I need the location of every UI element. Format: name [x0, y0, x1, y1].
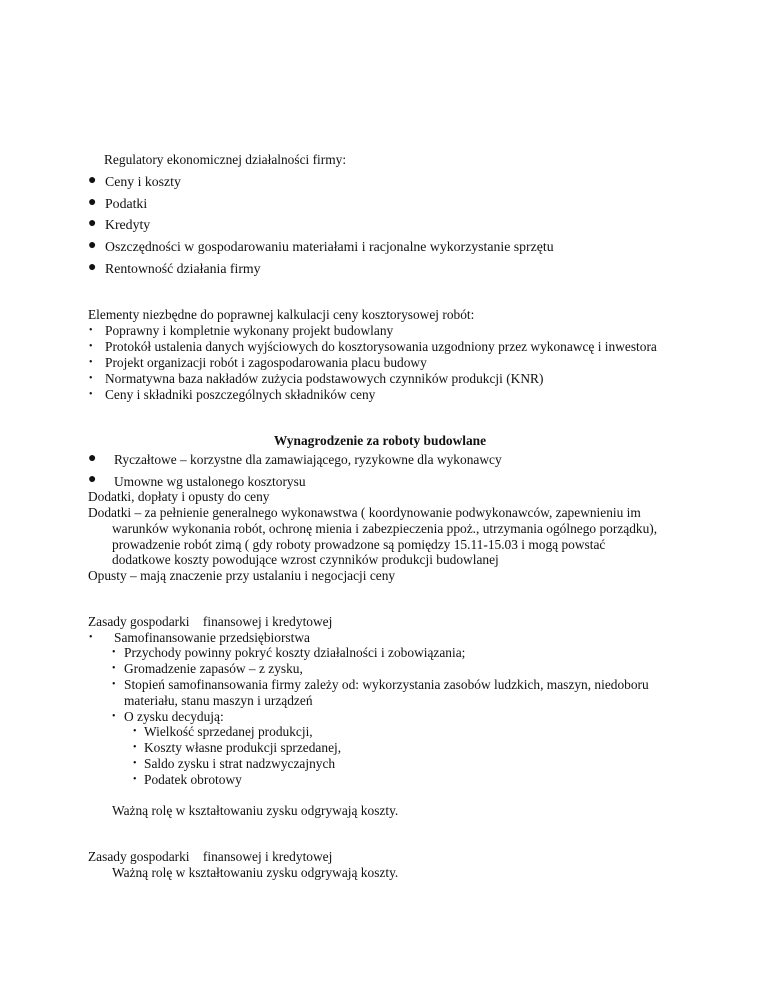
list-item: Gromadzenie zapasów – z zysku,	[124, 661, 303, 676]
list-item: Samofinansowanie przedsiębiorstwa	[114, 630, 310, 645]
bullet-icon: •	[89, 341, 93, 352]
dodatki-para-line: prowadzenie robót zimą ( gdy roboty prowadzone są pomiędzy 15.11-15.03 i mogą powstać	[112, 537, 606, 552]
list-item: Umowne wg ustalonego kosztorysu	[114, 474, 306, 489]
list-item: Normatywna baza nakładów zużycia podstawowych czynników produkcji (KNR)	[105, 371, 544, 386]
section4-note: Ważną rolę w kształtowaniu zysku odgrywają koszty.	[112, 803, 399, 818]
bullet-icon: •	[112, 663, 116, 674]
bullet-icon: •	[89, 373, 93, 384]
dodatki-para-line: warunków wykonania robót, ochronę mienia i zabezpieczenia ppoż., utrzymania ogólnego porządku),	[112, 521, 658, 536]
list-item: Rentowność działania firmy	[105, 261, 261, 276]
bullet-icon: •	[89, 325, 93, 336]
bullet-icon: •	[89, 357, 93, 368]
list-item: Protokół ustalenia danych wyjściowych do kosztorysowania uzgodniony przez wykonawcę i inwestora	[105, 339, 657, 354]
bullet-icon: ●	[88, 173, 97, 188]
bullet-icon: ●	[88, 238, 97, 253]
list-item: Ceny i koszty	[105, 174, 181, 189]
bullet-icon: •	[112, 711, 116, 722]
list-item-continuation: materiału, stanu maszyn i urządzeń	[124, 693, 313, 708]
section5-note: Ważną rolę w kształtowaniu zysku odgrywają koszty.	[112, 865, 399, 880]
list-item: Podatki	[105, 196, 148, 211]
list-item: Podatek obrotowy	[144, 772, 242, 787]
section2-title: Elementy niezbędne do poprawnej kalkulacji ceny kosztorysowej robót:	[88, 307, 475, 322]
bullet-icon: ●	[88, 451, 97, 466]
section1-title: Regulatory ekonomicznej działalności firmy:	[104, 152, 347, 167]
bullet-icon: •	[133, 774, 137, 785]
bullet-icon: •	[133, 758, 137, 769]
bullet-icon: ●	[88, 195, 97, 210]
bullet-icon: •	[133, 726, 137, 737]
list-item: Oszczędności w gospodarowaniu materiałami i racjonalne wykorzystanie sprzętu	[105, 239, 554, 254]
list-item: Saldo zysku i strat nadzwyczajnych	[144, 756, 336, 771]
dodatki-para-line: dodatkowe koszty powodujące wzrost czynników produkcji budowlanej	[112, 552, 499, 567]
dodatki-para-line: Dodatki – za pełnienie generalnego wykonawstwa ( koordynowanie podwykonawców, zapewnieniu im	[88, 505, 641, 520]
bullet-icon: •	[133, 742, 137, 753]
list-item: Kredyty	[105, 217, 151, 232]
list-item: Ceny i składniki poszczególnych składników ceny	[105, 387, 376, 402]
list-item: Stopień samofinansowania firmy zależy od: wykorzystania zasobów ludzkich, maszyn, niedoboru	[124, 677, 649, 692]
bullet-icon: ●	[88, 472, 97, 487]
list-item: O zysku decydują:	[124, 709, 224, 724]
section4-title: Zasady gospodarki finansowej i kredytowej	[88, 614, 333, 629]
bullet-icon: ●	[88, 216, 97, 231]
list-item: Poprawny i kompletnie wykonany projekt budowlany	[105, 323, 394, 338]
bullet-icon: •	[89, 389, 93, 400]
bullet-icon: ●	[88, 260, 97, 275]
list-item: Koszty własne produkcji sprzedanej,	[144, 740, 342, 755]
list-item: Przychody powinny pokryć koszty działalności i zobowiązania;	[124, 645, 466, 660]
bullet-icon: •	[89, 632, 93, 643]
bullet-icon: •	[112, 647, 116, 658]
list-item: Projekt organizacji robót i zagospodarowania placu budowy	[105, 355, 427, 370]
bullet-icon: •	[112, 679, 116, 690]
opusty-line: Opusty – mają znaczenie przy ustalaniu i negocjacji ceny	[88, 568, 396, 583]
list-item: Wielkość sprzedanej produkcji,	[144, 724, 313, 739]
section3-heading: Wynagrodzenie za roboty budowlane	[273, 433, 487, 448]
dodatki-line: Dodatki, dopłaty i opusty do ceny	[88, 489, 270, 504]
section5-title: Zasady gospodarki finansowej i kredytowej	[88, 849, 333, 864]
list-item: Ryczałtowe – korzystne dla zamawiającego, ryzykowne dla wykonawcy	[114, 452, 502, 467]
